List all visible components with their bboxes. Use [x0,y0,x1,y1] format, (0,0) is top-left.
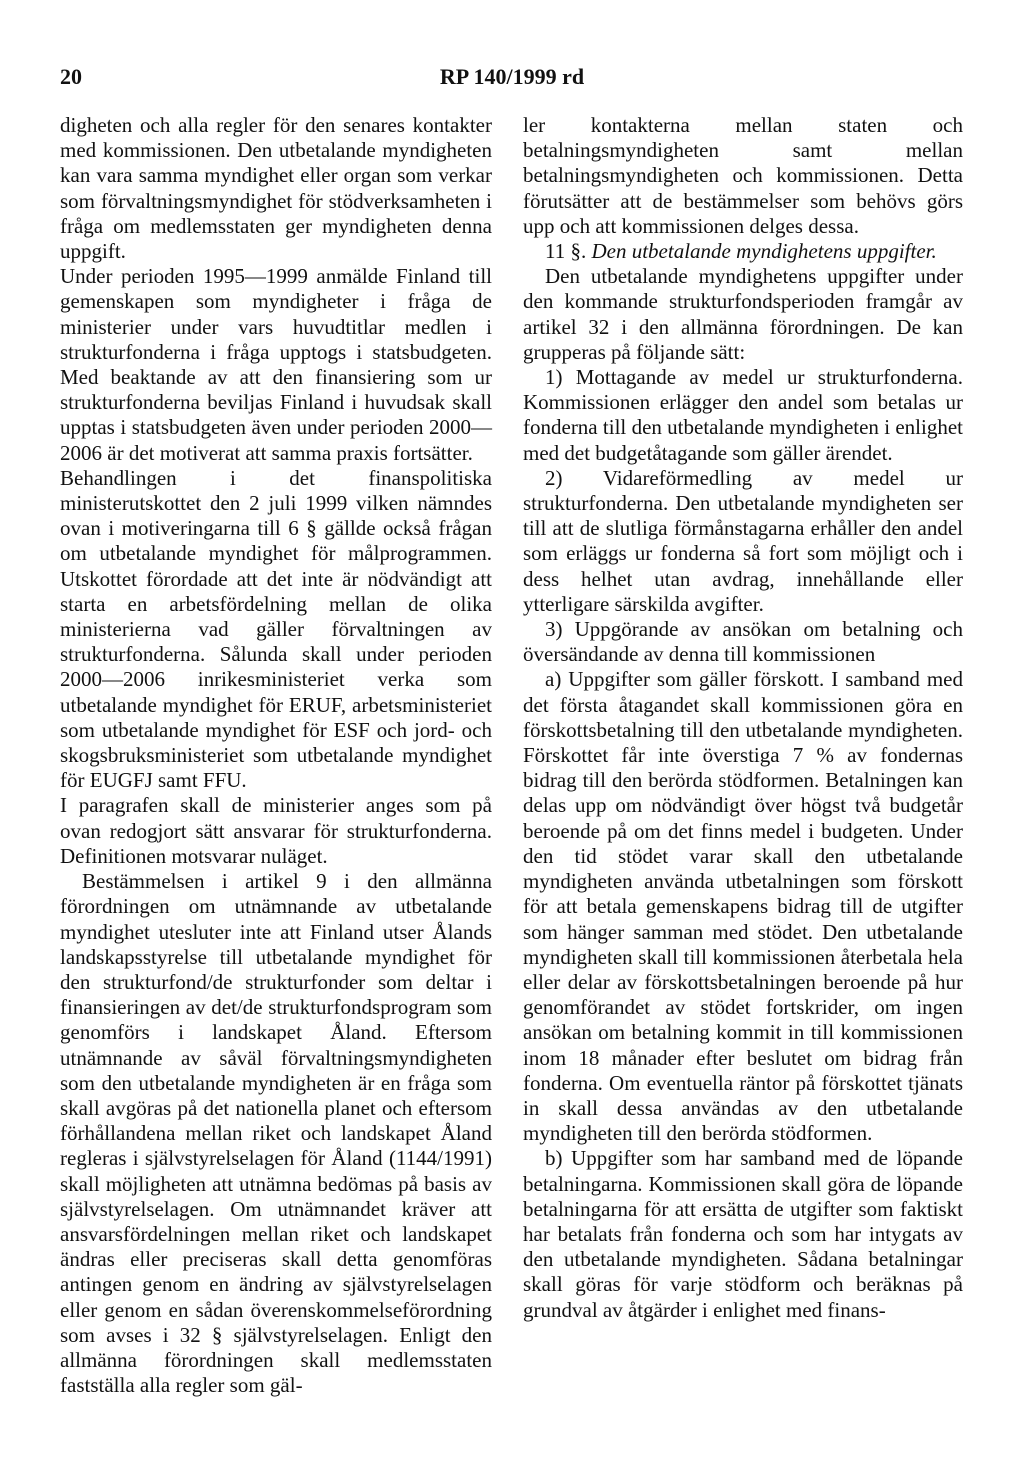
paragraph: ler kontakterna mellan staten och betalningsmyndigheten samt mellan betalningsmyndigheten och kommissionen. Detta förutsätter att de bestämmelser som behövs görs upp och att kommissionen delges dessa. [523,113,963,238]
paragraph: a) Uppgifter som gäller förskott. I samband med det första åtagandet skall kommissionen göra en förskottsbetalning till den utbetalande myndigheten. Förskottet får inte överstiga 7 % av fondernas bidrag till den berörda stödformen. Betalningen kan delas upp om nödvändigt över högst två budgetår beroende på om det finns medel i budgeten. Under den tid stödet varar skall den utbetalande myndigheten använda utbetalningen som förskott för att betala gemenskapens bidrag till de utgifter som hänger samman med stödet. Den utbetalande myndigheten skall till kommissionen återbetala hela eller delar av förskottsbetalningen beroende på hur genomförandet av stödet fortskrider, om ingen ansökan om betalning kommit in till kommissionen inom 18 månader efter beslutet om bidrag från fonderna. Om eventuella räntor på förskottet tjänats in skall dessa användas av den utbetalande myndigheten till den berörda stödformen. [523,667,963,1146]
running-head: RP 140/1999 rd [439,64,585,89]
section-title: Den utbetalande myndighetens uppgifter. [591,239,937,264]
paragraph: 1) Mottagande av medel ur strukturfonderna. Kommissionen erlägger den andel som betalas ur fonderna till den utbetalande myndigheten i enlighet med det budgetåtagande som gäller ärendet. [523,365,963,465]
paragraph: Bestämmelsen i artikel 9 i den allmänna förordningen om utnämnande av utbetalande myndighet utesluter inte att Finland utser Ålands landskapsstyrelse till utbetalande myndighet för den strukturfond/de strukturfonder som deltar i finansieringen av det/de strukturfondsprogram som genomförs i landskapet Åland. Eftersom utnämnande av såväl förvaltningsmyndigheten som den utbetalande myndigheten är en fråga som skall avgöras på det nationella planet och eftersom förhållandena mellan riket och landskapet Åland regleras i självstyrelselagen för Åland (1144/1991) skall möjligheten att utnämna bedömas på basis av självstyrelselagen. Om utnämnandet kräver att ansvarsfördelningen mellan riket och landskapet ändras eller preciseras skall detta genomföras antingen genom en ändring av självstyrelselagen eller genom en sådan överenskommelseförordning som avses i 32 § självstyrelselagen. Enligt den allmänna förordningen skall medlemsstaten fastställa alla regler som gäl- [60,869,492,1398]
paragraph: 3) Uppgörande av ansökan om betalning och översändande av denna till kommissionen [523,617,963,667]
section-number: 11 §. [545,239,587,264]
paragraph: Behandlingen i det finanspolitiska ministerutskottet den 2 juli 1999 vilken nämndes ovan i motiveringarna till 6 § gällde också frågan om utbetalande myndighet för målprogrammen. Utskottet förordade att det inte är nödvändigt att starta en arbetsfördelning mellan de olika ministerierna vad gäller förvaltningen av strukturfonderna. Sålunda skall under perioden 2000—2006 inrikesministeriet verka som utbetalande myndighet för ERUF, arbetsministeriet som utbetalande myndighet för ESF och jord- och skogsbruksministeriet som utbetalande myndighet för EUGFJ samt FFU. [60,465,492,793]
paragraph: I paragrafen skall de ministerier anges som på ovan redogjort sätt ansvarar för strukturfonderna. Definitionen motsvarar nuläget. [60,793,492,868]
left-column [60,113,492,1398]
section-heading [523,239,963,264]
paragraph: 2) Vidareförmedling av medel ur strukturfonderna. Den utbetalande myndigheten ser till att de slutliga förmånstagarna erhåller den andel som erläggs ur fonderna så fort som möjligt och i dess helhet utan avdrag, innehållande eller ytterligare särskilda avgifter. [523,465,963,616]
page-number: 20 [60,64,82,89]
paragraph: b) Uppgifter som har samband med de löpande betalningarna. Kommissionen skall göra de löpande betalningarna för att ersätta de utgifter som faktiskt har betalats från fonderna och som har intygats av den utbetalande myndigheten. Sådana betalningar skall göras för varje stödform och beräknas på grundval av åtgärder i enlighet med finans- [523,1146,963,1322]
paragraph: digheten och alla regler för den senares kontakter med kommissionen. Den utbetalande myndigheten kan vara samma myndighet eller organ som verkar som förvaltningsmyndighet för stödverksamheten i fråga om medlemsstaten ger myndigheten denna uppgift. [60,113,492,264]
paragraph: Den utbetalande myndighetens uppgifter under den kommande strukturfondsperioden framgår av artikel 32 i den allmänna förordningen. De kan grupperas på följande sätt: [523,264,963,364]
paragraph: Under perioden 1995—1999 anmälde Finland till gemenskapen som myndigheter i fråga de ministerier under vars huvudtitlar medlen i strukturfonderna i fråga upptogs i statsbudgeten. Med beaktande av att den finansiering som ur strukturfonderna beviljas Finland i huvudsak skall upptas i statsbudgeten även under perioden 2000—2006 är det motiverat att samma praxis fortsätter. [60,264,492,465]
right-column [523,113,963,1323]
